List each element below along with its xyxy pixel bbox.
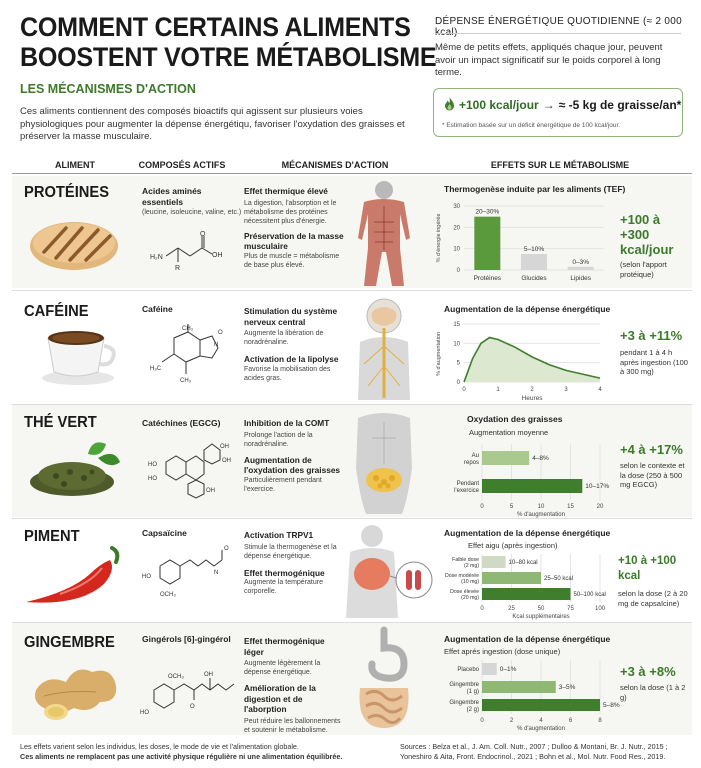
effect-block <box>620 328 692 377</box>
effect-value: +3 à +8% <box>620 664 676 679</box>
x-tick-label: 1 <box>496 387 500 393</box>
y-tick-label: Faible dose <box>452 557 479 563</box>
x-tick-label: 4 <box>598 387 602 393</box>
mechanism-2-heading: Amélioration de la digestion et de l'aborption <box>244 683 316 714</box>
info-title: DÉPENSE ÉNERGÉTIQUE QUOTIDIENNE (≈ 2 000 <box>435 16 682 27</box>
x-tick-label: Protéines <box>473 275 502 282</box>
mechanism-1-heading: Activation TRPV1 <box>244 530 314 540</box>
food-name: GINGEMBRE <box>24 634 115 651</box>
svg-text:N: N <box>214 570 219 576</box>
chart-subtitle: Augmentation moyenne <box>469 428 549 437</box>
effect-value: +3 à +11% <box>620 328 683 343</box>
effect-note: selon le contexte et la dose (250 à 500 mg EGCG) <box>620 461 685 489</box>
capsaicin-structure-icon <box>140 544 240 610</box>
y-tick-label: (2 g) <box>466 707 479 713</box>
nervous-system-illustration <box>346 294 422 402</box>
title-line-1: COMMENT CERTAINS ALIMENTS <box>20 12 411 42</box>
data-label: 5–10% <box>523 246 545 253</box>
info-highlight-box <box>433 88 683 137</box>
x-axis-label: % d'augmentation <box>517 512 565 518</box>
ginger-bar-chart <box>432 658 620 734</box>
bar <box>482 681 556 693</box>
mechanism-2-text: Peut réduire les ballonnements et soutenir le métabolisme. <box>244 717 341 734</box>
effect-block <box>618 554 694 608</box>
data-label: 10–17% <box>585 483 610 490</box>
bar <box>474 217 500 270</box>
compound-name: Caféine <box>142 304 173 314</box>
compound-sub: (leucine, isoleucine, valine, etc.) <box>142 209 242 216</box>
y-tick-label: 10 <box>453 246 460 253</box>
compound-name: Gingérols [6]-gingérol <box>142 634 231 644</box>
x-tick-label: 0 <box>480 718 484 724</box>
data-label: 0–3% <box>572 258 589 266</box>
mechanism-1-heading: Effet thermogénique léger <box>244 636 325 657</box>
chart-title: Oxydation des graisses <box>467 414 563 424</box>
gingerol-structure-icon <box>140 666 244 722</box>
data-label: 20–30% <box>475 208 500 216</box>
muscle-body-illustration <box>346 178 422 288</box>
y-axis-label: % d'énergie ingérée <box>436 213 442 263</box>
bar <box>521 254 547 270</box>
chart-subtitle: Effet aigu (après ingestion) <box>468 541 558 550</box>
y-tick-label: Dose modérée <box>444 573 479 579</box>
info-box-gain: +100 kcal/jour <box>459 98 539 112</box>
effect-value: +4 à +17% <box>620 442 683 457</box>
svg-text:OCH₃: OCH₃ <box>160 592 176 598</box>
food-name: PIMENT <box>24 528 80 545</box>
effect-value: +100 à +300 kcal/jour <box>620 212 674 257</box>
mechanism-2-heading: Préservation de la masse musculaire <box>244 230 344 251</box>
y-axis-label: % d'augmentation <box>436 332 442 376</box>
energy-line-chart <box>432 318 612 402</box>
page-title <box>20 12 436 72</box>
effect-note: (selon l'apport protéique) <box>620 260 667 279</box>
compound-name: Catéchines (EGCG) <box>142 418 221 428</box>
chart-title: Augmentation de la dépense énergétique <box>444 634 611 644</box>
x-tick-label: 3 <box>564 387 568 393</box>
footer-sources-line-2: Yoneshiro & Aita, Front. Endocrinol., 2021 ; Bohn et al., Mol. Nutr. Food Res., 2019. <box>400 752 666 761</box>
bar <box>482 663 497 675</box>
chili-pepper-image <box>20 540 124 610</box>
x-tick-label: 0 <box>462 387 466 393</box>
svg-text:CH₃: CH₃ <box>182 326 194 332</box>
y-tick-label: Au <box>471 453 479 459</box>
svg-text:O: O <box>224 546 229 552</box>
body-heat-illustration <box>340 522 436 620</box>
data-label: 50–100 kcal <box>573 592 606 598</box>
x-tick-label: 20 <box>596 504 604 510</box>
x-tick-label: 100 <box>594 606 606 612</box>
y-tick-label: 0 <box>456 268 460 274</box>
effect-block <box>620 664 692 702</box>
fat-oxidation-bar-chart <box>432 440 612 518</box>
effect-value: +10 à +100 kcal <box>618 555 677 582</box>
compound-label: Acides aminés essentiels <box>142 186 202 207</box>
intro-text: Ces aliments contiennent des composés bioactifs qui agissent sur plusieurs voies physiologiques pour augmenter la dépense énergétiqu, favoriser l'oxydation des graisses et préserver la masse musculaire. <box>20 106 405 142</box>
x-tick-label: 15 <box>567 504 574 510</box>
mechanism-1-heading: Inhibition de la COMT <box>244 418 330 428</box>
y-tick-label: 0 <box>456 380 460 386</box>
mechanism-2-text: Particulièrement pendant l'exercice. <box>244 476 322 493</box>
mechanism-2-text: Plus de muscle = métabolisme de base plus élevé. <box>244 252 340 269</box>
mechanism-1-text: Augmente la libération de noradrénaline. <box>244 330 324 346</box>
svg-text:HO: HO <box>140 710 149 716</box>
col-header-effets: EFFETS SUR LE MÉTABOLISME <box>490 160 630 170</box>
svg-text:R: R <box>175 265 181 272</box>
mechanism-2-text: Favorise la mobilisation des acides gras. <box>244 365 331 382</box>
x-tick-label: 4 <box>539 718 543 724</box>
x-tick-label: 75 <box>567 606 574 612</box>
col-header-aliment: ALIMENT <box>55 160 95 170</box>
effect-note: selon la dose (2 à 20 mg de capsaïcine) <box>618 589 688 608</box>
x-tick-label: 10 <box>537 504 545 510</box>
svg-text:OH: OH <box>206 488 215 494</box>
mechanism-1-heading: Stimulation du système nerveux central <box>244 306 338 327</box>
effect-note: pendant 1 à 4 h après ingestion (100 à 300 mg) <box>620 348 688 376</box>
x-tick-label: 5 <box>509 504 514 510</box>
svg-text:HO: HO <box>142 574 151 580</box>
footer-line-2: Ces aliments ne remplacent pas une activité physique régulière ni une alimentation équilibrée. <box>20 752 343 761</box>
x-tick-label: 2 <box>530 387 534 393</box>
mechanism-2-heading: Effet thermogénique <box>244 567 325 578</box>
data-label: 0–1% <box>499 666 517 673</box>
area-fill <box>464 338 600 382</box>
effect-block <box>620 212 692 279</box>
col-header-mecanismes: MÉCANISMES D'ACTION <box>281 160 389 170</box>
mechanism-2-heading: Augmentation de l'oxydation des graisses <box>244 454 341 475</box>
y-tick-label: 15 <box>453 322 460 328</box>
y-tick-label: (20 mg) <box>461 595 479 601</box>
svg-text:HO: HO <box>148 462 157 468</box>
chart-title: Augmentation de la dépense énergétique <box>444 304 611 314</box>
mechanism-block <box>244 418 344 494</box>
y-tick-label: (2 mg) <box>464 563 479 569</box>
info-box-arrow: → <box>542 98 555 112</box>
compound-name <box>142 186 242 217</box>
bar <box>482 572 541 584</box>
x-tick-label: 25 <box>508 606 515 612</box>
ginger-root-image <box>26 656 122 722</box>
y-tick-label: (10 mg) <box>461 579 479 585</box>
caffeine-structure-icon <box>150 322 230 386</box>
svg-text:OCH₃: OCH₃ <box>168 674 184 680</box>
y-tick-label: 20 <box>453 225 460 232</box>
info-divider <box>435 33 681 34</box>
title-line-2: BOOSTENT VOTRE MÉTABOLISME <box>20 42 437 72</box>
svg-text:OH: OH <box>204 672 213 678</box>
mechanism-block <box>244 306 344 383</box>
x-tick-label: 0 <box>480 606 484 612</box>
chart-title: Augmentation de la dépense énergétique <box>444 528 611 538</box>
y-tick-label: Gingembre <box>449 682 479 688</box>
x-tick-label: 8 <box>598 718 602 724</box>
chart-subtitle: Effet aprés ingestion (dose unique) <box>444 647 561 656</box>
bar <box>482 699 600 711</box>
bar <box>482 479 582 493</box>
mechanism-block <box>244 530 344 596</box>
data-label: 10–80 kcal <box>508 560 538 566</box>
green-tea-leaves-image <box>26 438 122 500</box>
mechanism-1-text: Augmente légèrement la dépense énergétique. <box>244 660 321 676</box>
x-tick-label: 6 <box>568 718 573 724</box>
y-tick-label: 30 <box>453 204 460 210</box>
coffee-cup-image <box>40 320 120 386</box>
effect-note: selon la dose (1 à 2 g) <box>620 683 686 702</box>
x-tick-label: Lipides <box>570 275 591 282</box>
svg-text:OH: OH <box>212 252 223 259</box>
y-tick-label: 5 <box>456 360 460 367</box>
x-tick-label: 2 <box>509 718 514 724</box>
svg-text:OH: OH <box>220 444 229 450</box>
svg-text:H₂N: H₂N <box>150 254 163 261</box>
bar <box>482 588 571 600</box>
compound-name: Capsaïcine <box>142 528 187 538</box>
mechanism-1-text: Prolonge l'action de la noradrénaline. <box>244 431 313 448</box>
amino-acid-structure-icon <box>142 232 232 277</box>
x-axis-label: % d'augmentation <box>517 726 565 732</box>
y-tick-label: l'exercice <box>454 488 479 494</box>
effect-block <box>620 442 692 490</box>
svg-text:CH₃: CH₃ <box>180 378 192 384</box>
food-name: CAFÉINE <box>24 303 89 320</box>
digestive-system-illustration <box>346 628 422 734</box>
y-tick-label: 10 <box>453 341 460 348</box>
egcg-structure-icon <box>142 440 238 500</box>
page-subtitle: LES MÉCANISMES D'ACTION <box>20 82 196 96</box>
data-label: 3–5% <box>558 684 576 691</box>
data-label: 25–50 kcal <box>544 576 574 582</box>
tef-bar-chart <box>432 198 612 288</box>
y-tick-label: (1 g) <box>466 689 479 695</box>
capsaicin-bar-chart <box>432 552 612 622</box>
y-tick-label: Pendant <box>456 481 479 487</box>
mechanism-1-text: Stimule la thermogenèse et la dépense énergétique. <box>244 543 337 560</box>
bar <box>482 451 529 465</box>
data-label: 4–8% <box>532 455 549 462</box>
svg-text:OH: OH <box>222 458 231 464</box>
grilled-chicken-image <box>26 210 122 274</box>
data-label: 5–8% <box>603 702 620 709</box>
svg-text:O: O <box>190 704 195 710</box>
svg-text:N: N <box>214 342 219 348</box>
svg-text:O: O <box>200 231 206 238</box>
x-tick-label: 0 <box>480 504 484 510</box>
svg-text:H₃C: H₃C <box>150 366 162 372</box>
mechanism-block <box>244 636 344 735</box>
header-divider <box>12 173 692 174</box>
info-box-note: * Estimation basée sur un déficit énergétique de 100 kcal/jour. <box>442 122 621 129</box>
bar <box>482 556 506 568</box>
x-axis-label: Heures <box>521 395 543 402</box>
footer-sources <box>400 742 668 762</box>
chart-title: Thermogenèse induite par les aliments (TEF) <box>444 184 626 194</box>
x-axis-label: Kcal supplémentaires <box>512 614 570 620</box>
torso-fat-illustration <box>346 408 422 516</box>
svg-text:HO: HO <box>148 476 157 482</box>
svg-text:O: O <box>218 330 223 336</box>
mechanism-block <box>244 186 344 270</box>
footer-line-1: Les effets varient selon les individus, les doses, le mode de vie et l'alimentation globale. <box>20 742 299 751</box>
food-name: THÉ VERT <box>24 414 97 431</box>
footer-disclaimer <box>20 742 342 762</box>
y-tick-label: Dose élevée <box>450 589 479 595</box>
x-tick-label: 50 <box>537 606 545 612</box>
footer-sources-line-1: Sources : Belza et al., J. Am. Coll. Nutr., 2007 ; Dulloo & Montani, Br. J. Nutr., 2015 ; <box>400 742 668 751</box>
col-header-composes: COMPOSÉS ACTIFS <box>138 160 226 170</box>
x-tick-label: Glucides <box>521 275 547 282</box>
y-tick-label: repos <box>463 460 479 466</box>
mechanism-1-text: La digestion, l'absorption et le métabolisme des protéines nécessitent plus d'énergie. <box>244 199 337 225</box>
info-text: Même de petits effets, appliqués chaque jour, peuvent avoir un impact significatif sur le poids corporel à long terme. <box>435 42 663 78</box>
mechanism-2-heading: Activation de la lipolyse <box>244 354 339 364</box>
info-box-line <box>444 97 681 112</box>
y-tick-label: Placebo <box>457 667 479 673</box>
bar <box>568 267 594 270</box>
flame-icon <box>444 97 455 111</box>
y-tick-label: Gingembre <box>449 700 479 706</box>
mechanism-1-heading: Effet thermique élevé <box>244 186 328 196</box>
mechanism-2-text: Augmente la température corporelle. <box>244 579 323 595</box>
info-box-result: ≈ -5 kg de graisse/an* <box>558 98 682 112</box>
food-name: PROTÉINES <box>24 184 110 201</box>
